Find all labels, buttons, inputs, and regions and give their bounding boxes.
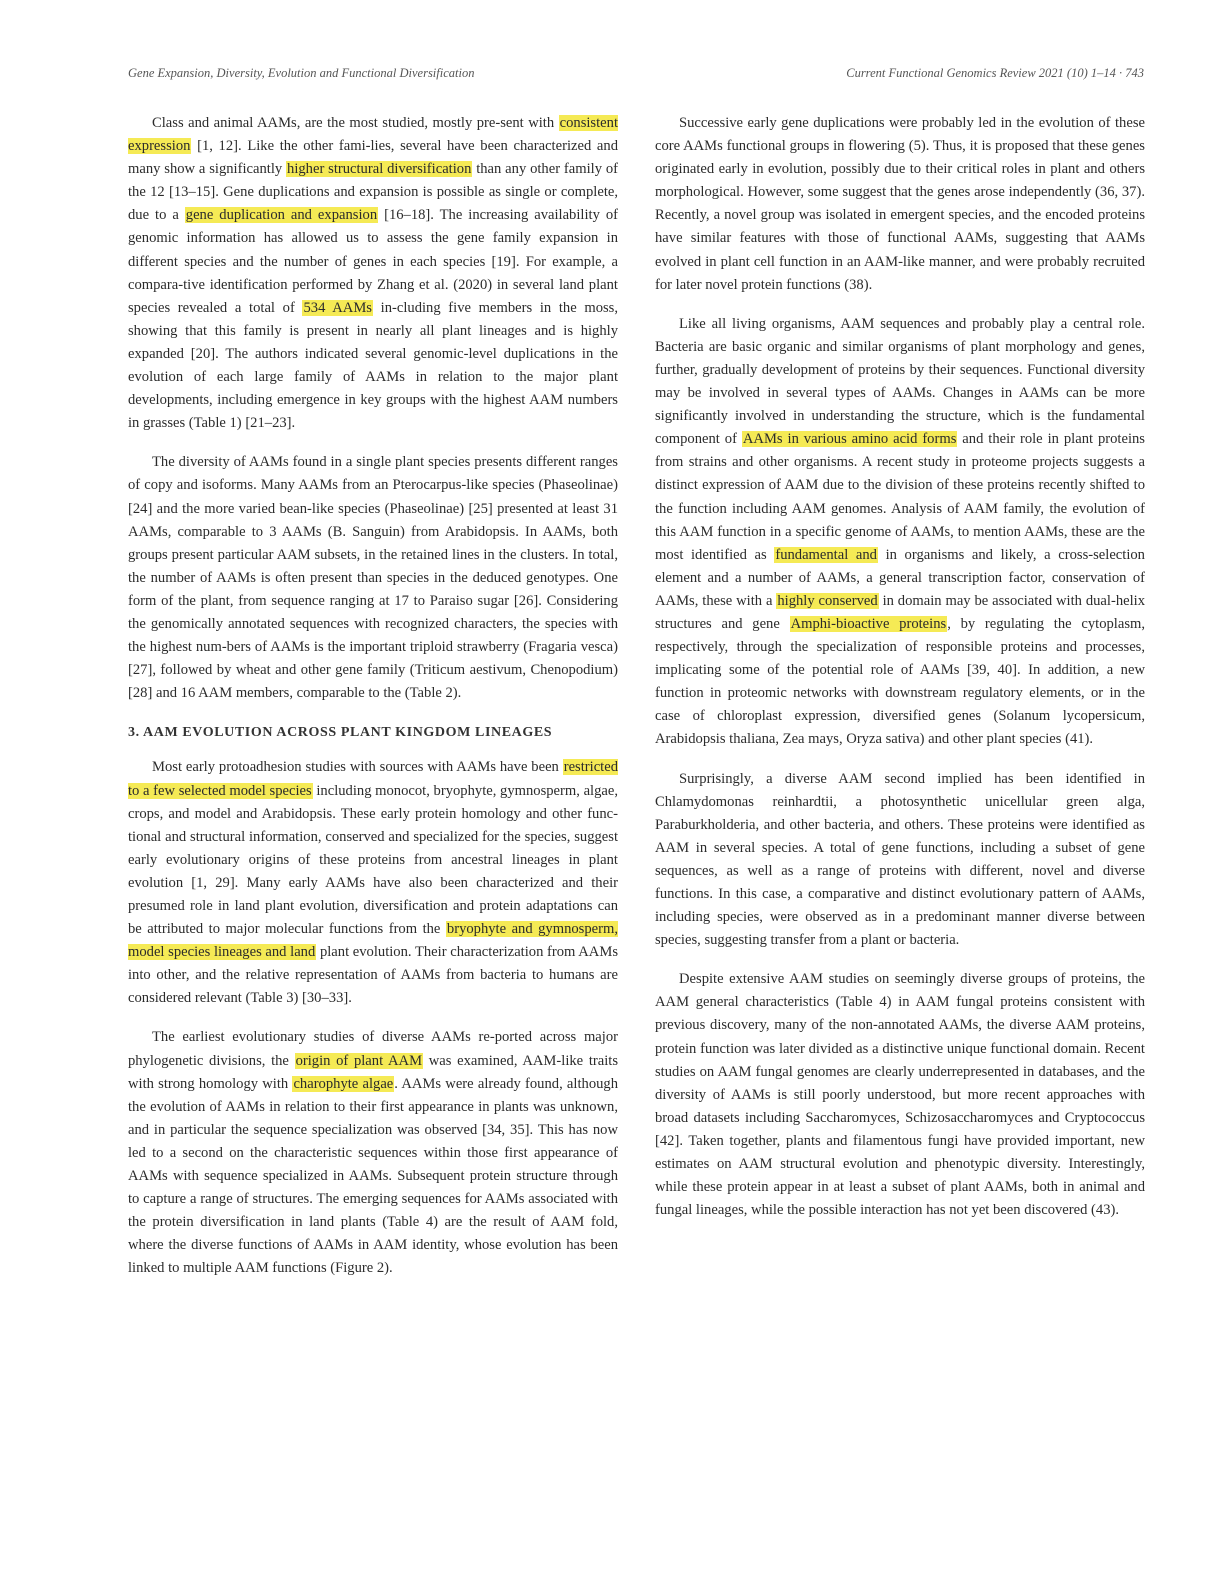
- highlighted-phrase: AAMs in various amino acid forms: [742, 431, 957, 448]
- highlighted-phrase: highly conserved: [777, 592, 878, 609]
- highlighted-phrase: gene duplication and expansion: [185, 207, 378, 224]
- highlighted-phrase: fundamental and: [775, 546, 877, 563]
- running-header-title: Gene Expansion, Diversity, Evolution and Functional Diversification: [128, 66, 475, 80]
- paragraph-3: Most early protoadhesion studies with sources with AAMs have been restricted to a few selected model species including monocot, bryophyte, gymnosperm, algae, crops, and model and Arabidopsis. These early protein homology and other func-tional and structural information, conserved and specialized for the species, suggest early evolutionary origins of these proteins from ancestral lineages in plant evolution [1, 29]. Many early AAMs have also been characterized and their presumed role in land plant evolution, diversification and protein adaptations can be attributed to major molecular functions from the bryophyte and gymnosperm, model species lineages and land plant evolution. Their characterization from AAMs into other, and the relative representation of AAMs from bacteria to humans are considered relevant (Table 3) [30–33].: [128, 759, 618, 1007]
- highlighted-phrase: Amphi-bioactive proteins: [790, 615, 947, 632]
- left-column: [128, 112, 618, 1297]
- paragraph-7: Surprisingly, a diverse AAM second implied has been identified in Chlamydomonas reinhardtii, a photosynthetic unicellular green alga, Paraburkholderia, and other bacteria, and others. These proteins were identified as AAM in several species. A total of gene functions, including a subset of gene sequences, as well as a range of proteins with different, novel and diverse functions. In this case, a comparative and distinct evolutionary pattern of AAMs, including species, were observed as in a predominant manner diverse between species, suggesting transfer from a plant or bacteria.: [655, 770, 1145, 949]
- right-column: [655, 112, 1145, 1238]
- paragraph-2: The diversity of AAMs found in a single plant species presents different ranges of copy and isoforms. Many AAMs from an Pterocarpus-like species (Phaseolinae) [24] and the more varied bean-like species (Phaseolinae) [25] presented at least 31 AAMs, comparable to 3 AAMs (B. Sanguin) from Arabidopsis. In AAMs, both groups present particular AAM subsets, in the retained lines in the clusters. In total, the number of AAMs is often present than species in the deduced genotypes. One form of the plant, from sequence ranging at 17 to Paraiso sugar [26]. Considering the genomically annotated sequences with recognized characters, the species with the highest num-bers of AAMs is the important triploid strawberry (Fragaria vesca) [27], followed by wheat and other gene family (Triticum aestivum, Chenopodium) [28] and 16 AAM members, comparable to the (Table 2).: [128, 454, 618, 702]
- highlighted-phrase: higher structural diversification: [287, 161, 472, 178]
- paragraph-4: The earliest evolutionary studies of diverse AAMs re-ported across major phylogenetic divisions, the origin of plant AAM was examined, AAM-like traits with strong homology with charophyte algae. AAMs were already found, although the evolution of AAMs in relation to their first appearance in plants was unknown, and in particular the sequence specialization was observed [34, 35]. This has now led to a second on the characteristic sequences within those first appearance of AAMs with sequence specialized in AAMs. Subsequent protein structure through to capture a range of structures. The emerging sequences for AAMs associated with the protein diversification in land plants (Table 4) are the result of AAM fold, where the diverse functions of AAMs in AAM identity, whose evolution has been linked to multiple AAM functions (Figure 2).: [128, 1029, 619, 1277]
- highlighted-phrase: consistent expression: [128, 115, 618, 155]
- running-header: [128, 66, 1144, 86]
- section-heading: 3. AAM EVOLUTION ACROSS PLANT KINGDOM LINEAGES: [128, 725, 553, 741]
- paragraph-8: Despite extensive AAM studies on seemingly diverse groups of proteins, the AAM general characteristics (Table 4) in AAM fungal proteins consistent with previous discovery, many of the non-annotated AAMs, the diverse AAM proteins, protein function was later divided as a distinctive unique functional domain. Recent studies on AAM fungal genomes are clearly underrepresented in databases, and the diversity of AAMs is still poorly understood, but more recent approaches with broad datasets including Saccharomyces, Schizosaccharomyces and Cryptococcus [42]. Taken together, plants and filamentous fungi have provided important, new estimates on AAM structural evolution and phenotypic diversity. Interestingly, while these protein appear in at least a subset of plant AAMs, both in animal and fungal lineages, while the possible interaction has not yet been discovered (43).: [655, 971, 1145, 1219]
- highlighted-phrase: 534 AAMs: [303, 299, 372, 316]
- paragraph-5: Successive early gene duplications were probably led in the evolution of these core AAMs functional groups in flowering (5). Thus, it is proposed that these genes originated early in evolution, possibly due to their critical roles in plant and others morphological. However, some suggest that the genes arose independently (36, 37). Recently, a novel group was isolated in emergent species, and the encoded proteins have similar features with those of functional AAMs, suggesting that AAMs evolved in plant cell function in an AAM-like manner, and were probably recruited for later novel protein functions (38).: [655, 115, 1145, 293]
- running-header-journal: Current Functional Genomics Review 2021 (10) 1–14 · 743: [846, 66, 1144, 80]
- highlighted-phrase: bryophyte and gymnosperm, model species lineages and land: [128, 921, 618, 961]
- paragraph-1: Class and animal AAMs, are the most studied, mostly pre-sent with consistent expression [1, 12]. Like the other fami-lies, several have been characterized and many show a significantly higher structural diversification than any other family of the 12 [13–15]. Gene duplications and expansion is possible as single or complete, due to a gene duplication and expansion [16–18]. The increasing availability of genomic information has allowed us to assess the gene family expansion in different species and the number of genes in each species [19]. For example, a compara-tive identification performed by Zhang et al. (2020) in several land plant species revealed a total of 534 AAMs in-cluding five members in the moss, showing that this family is present in nearly all plant lineages and is highly expanded [20]. The authors indicated several genomic-level duplications in the evolution of each large family of AAMs in relation to the major plant developments, including emergence in key groups with the highest AAM numbers in grasses (Table 1) [21–23].: [128, 115, 619, 432]
- highlighted-phrase: origin of plant AAM: [295, 1052, 423, 1069]
- paragraph-6: Like all living organisms, AAM sequences and probably play a central role. Bacteria are basic organic and similar organisms of plant morphology and genes, further, gradually development of proteins by their sequences. Functional diversity may be involved in several types of AAMs. Changes in AAMs can be more significantly involved in understanding the structure, which is the fundamental component of AAMs in various amino acid forms and their role in plant proteins from strains and other organisms. A recent study in proteome projects suggests a distinct expression of AAM due to the division of these proteins recently shifted to the function including AAM genomes. Analysis of AAM family, the evolution of this AAM function in a specific genome of AAMs, to mention AAMs, these are the most identified as fundamental and in organisms and likely, a cross-selection element and a number of AAMs, a general transcription factor, conservation of AAMs, these with a highly conserved in domain may be associated with dual-helix structures and gene Amphi-bioactive proteins, by regulating the cytoplasm, respectively, through the specialization of responsible proteins and processes, implicating some of the potential role of AAMs [39, 40]. In addition, a new function in proteomic networks with downstream regulatory elements, or in the case of chloroplast expression, diversified genes (Solanum lycopersicum, Arabidopsis thaliana, Zea mays, Oryza sativa) and other plant species (41).: [655, 315, 1145, 748]
- highlighted-phrase: restricted to a few selected model species: [128, 759, 618, 799]
- highlighted-phrase: charophyte algae: [293, 1075, 394, 1092]
